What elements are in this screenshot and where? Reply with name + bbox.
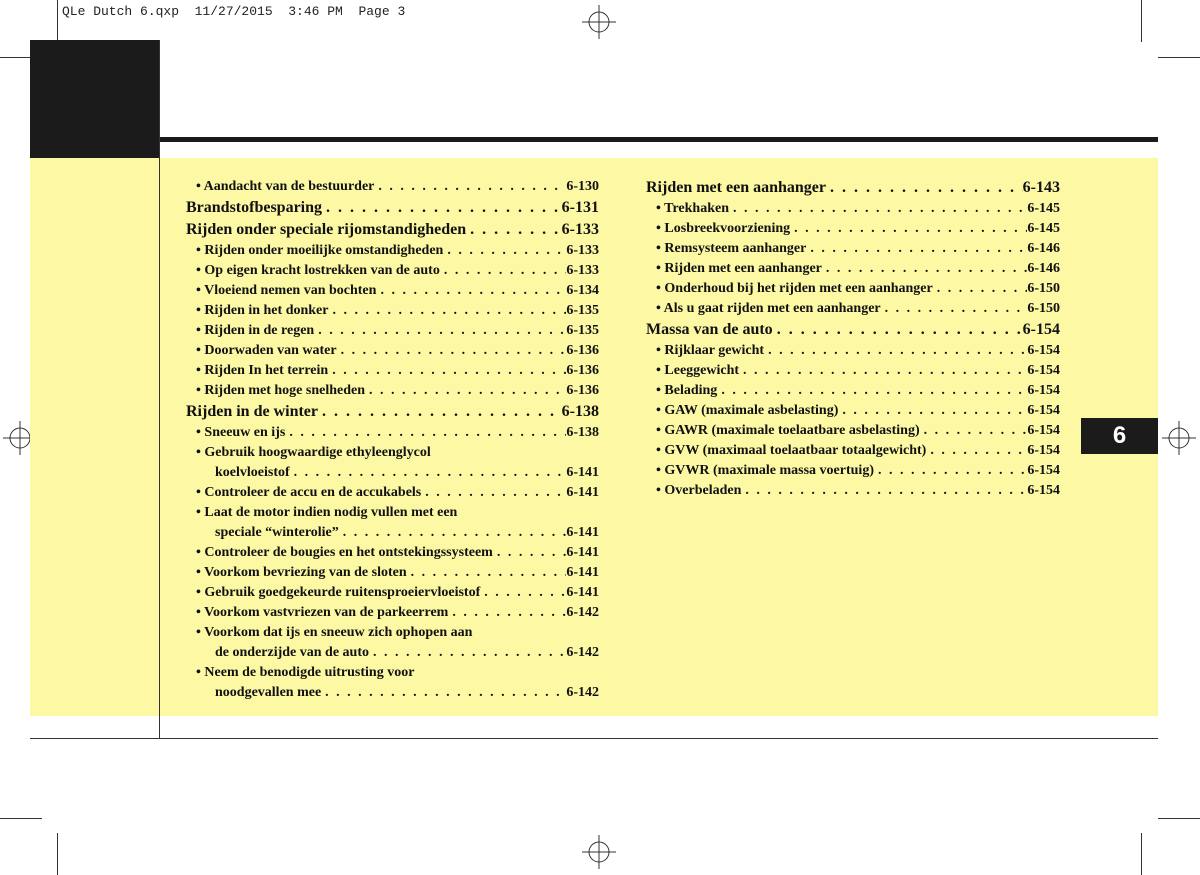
toc-entry-title: Rijden met een aanhanger: [646, 179, 826, 196]
toc-page-number: 6-146: [1027, 261, 1060, 276]
margin-rule: [159, 40, 160, 738]
toc-entry-title: de onderzijde van de auto: [215, 645, 369, 660]
toc-entry[interactable]: [186, 241, 599, 261]
toc-entry[interactable]: [646, 361, 1060, 381]
toc-entry-title: • Trekhaken: [656, 201, 729, 216]
dot-leader: [838, 401, 1027, 421]
toc-entry[interactable]: [646, 279, 1060, 299]
toc-page-number: 6-136: [566, 363, 599, 378]
toc-entry[interactable]: [186, 483, 599, 503]
toc-entry[interactable]: [646, 441, 1060, 461]
toc-entry-title: koelvloeistof: [215, 465, 290, 480]
toc-page-number: 6-141: [566, 485, 599, 500]
toc-entry-title: • Aandacht van de bestuurder: [196, 179, 375, 194]
toc-page-number: 6-141: [566, 565, 599, 580]
dot-leader: [933, 279, 1028, 299]
toc-section-entry[interactable]: [186, 401, 599, 423]
dot-leader: [739, 361, 1027, 381]
toc-entry[interactable]: [186, 361, 599, 381]
toc-page-number: 6-141: [566, 585, 599, 600]
toc-entry[interactable]: [646, 259, 1060, 279]
toc-entry-title: Brandstofbesparing: [186, 199, 323, 216]
toc-page-number: 6-154: [1022, 321, 1060, 338]
toc-page-number: 6-143: [1022, 179, 1060, 196]
toc-entry-line: • Gebruik hoogwaardige ethyleenglycol: [196, 445, 431, 460]
dot-leader: [920, 421, 1028, 441]
toc-page-number: 6-154: [1027, 463, 1060, 478]
toc-page-number: 6-142: [566, 605, 599, 620]
crop-mark: [57, 0, 58, 42]
print-slug: QLe Dutch 6.qxp 11/27/2015 3:46 PM Page 3: [62, 4, 406, 19]
chapter-tab[interactable]: 6: [1081, 418, 1158, 454]
registration-mark-icon: [1162, 421, 1196, 455]
toc-entry-line: • Laat de motor indien nodig vullen met een: [196, 505, 458, 520]
toc-entry-title: • Onderhoud bij het rijden met een aanhanger: [656, 281, 933, 296]
toc-page-number: 6-145: [1027, 221, 1060, 236]
toc-page-number: 6-154: [1027, 343, 1060, 358]
dot-leader: [448, 603, 566, 623]
toc-entry-title: noodgevallen mee: [215, 685, 322, 700]
toc-entry-title: • Voorkom vastvriezen van de parkeerrem: [196, 605, 449, 620]
toc-page-number: 6-136: [566, 343, 599, 358]
toc-entry-title: speciale “winterolie”: [215, 525, 339, 540]
crop-mark: [1158, 57, 1200, 58]
toc-page-number: 6-133: [566, 263, 599, 278]
toc-page-number: 6-154: [1027, 403, 1060, 418]
toc-page-number: 6-150: [1027, 281, 1060, 296]
dot-leader: [314, 321, 566, 341]
toc-entry[interactable]: [646, 381, 1060, 401]
toc-entry[interactable]: [186, 261, 599, 281]
toc-page-number: 6-154: [1027, 423, 1060, 438]
toc-entry-title: • GVW (maximaal toelaatbaar totaalgewicht): [656, 443, 927, 458]
dot-leader: [881, 299, 1028, 319]
toc-entry-title: • Vloeiend nemen van bochten: [196, 283, 377, 298]
toc-entry-title: • Gebruik goedgekeurde ruitensproeiervloeistof: [196, 585, 481, 600]
toc-entry-title: • Als u gaat rijden met een aanhanger: [656, 301, 881, 316]
dot-leader: [328, 301, 566, 321]
toc-entry-title: • Controleer de accu en de accukabels: [196, 485, 422, 500]
toc-entry[interactable]: [186, 463, 599, 483]
toc-entry[interactable]: [186, 523, 599, 543]
toc-entry-title: • Leeggewicht: [656, 363, 740, 378]
toc-entry[interactable]: [186, 321, 599, 341]
dot-leader: [790, 219, 1027, 239]
toc-entry-title: • Voorkom bevriezing van de sloten: [196, 565, 407, 580]
toc-page-number: 6-135: [566, 303, 599, 318]
toc-entry-title: • Rijden In het terrein: [196, 363, 329, 378]
dot-leader: [874, 461, 1027, 481]
toc-entry-title: • Rijklaar gewicht: [656, 343, 765, 358]
dot-leader: [337, 341, 567, 361]
toc-entry-title: • Overbeladen: [656, 483, 742, 498]
toc-entry-title: • Losbreekvoorziening: [656, 221, 791, 236]
dot-leader: [328, 361, 566, 381]
toc-page-number: 6-154: [1027, 483, 1060, 498]
toc-entry[interactable]: [646, 219, 1060, 239]
toc-page-number: 6-142: [566, 645, 599, 660]
toc-right-column: [646, 177, 1060, 501]
dot-leader: [285, 423, 566, 443]
toc-entry-title: • Rijden onder moeilijke omstandigheden: [196, 243, 444, 258]
toc-entry-title: • Rijden met hoge snelheden: [196, 383, 366, 398]
dot-leader: [440, 261, 567, 281]
dot-leader: [374, 177, 566, 197]
toc-page-number: 6-141: [566, 465, 599, 480]
toc-page-number: 6-142: [566, 685, 599, 700]
toc-entry-title: Rijden in de winter: [186, 403, 318, 420]
toc-entry[interactable]: [186, 683, 599, 703]
toc-entry-title: • Belading: [656, 383, 718, 398]
toc-entry-title: • Op eigen kracht lostrekken van de auto: [196, 263, 440, 278]
toc-page-number: 6-141: [566, 525, 599, 540]
toc-entry[interactable]: [186, 603, 599, 623]
toc-entry-title: • GAWR (maximale toelaatbare asbelasting): [656, 423, 920, 438]
toc-entry[interactable]: [186, 177, 599, 197]
registration-mark-icon: [582, 835, 616, 869]
toc-page-number: 6-150: [1027, 301, 1060, 316]
dot-leader: [466, 219, 562, 241]
header-rule: [160, 137, 1158, 142]
toc-entry[interactable]: [646, 199, 1060, 219]
toc-section-entry[interactable]: [186, 197, 599, 219]
dot-leader: [369, 643, 566, 663]
toc-page-number: 6-154: [1027, 363, 1060, 378]
toc-entry[interactable]: [186, 583, 599, 603]
dot-leader: [741, 481, 1027, 501]
header-block: [30, 40, 160, 158]
dot-leader: [806, 239, 1027, 259]
registration-mark-icon: [582, 5, 616, 39]
toc-page-number: 6-138: [566, 425, 599, 440]
toc-entry-title: • Controleer de bougies en het ontstekingssysteem: [196, 545, 493, 560]
toc-page-number: 6-145: [1027, 201, 1060, 216]
toc-page-number: 6-133: [566, 243, 599, 258]
toc-page-number: 6-134: [566, 283, 599, 298]
dot-leader: [443, 241, 566, 261]
toc-entry-line: • Voorkom dat ijs en sneeuw zich ophopen aan: [196, 625, 473, 640]
toc-page-number: 6-154: [1027, 383, 1060, 398]
footer-rule: [30, 738, 1158, 739]
toc-page-number: 6-131: [561, 199, 599, 216]
dot-leader: [826, 177, 1023, 199]
toc-entry[interactable]: [186, 381, 599, 401]
toc-entry-title: • GVWR (maximale massa voertuig): [656, 463, 874, 478]
toc-entry[interactable]: [646, 299, 1060, 319]
toc-left-column: [186, 177, 599, 703]
toc-section-entry[interactable]: [186, 219, 599, 241]
toc-entry-title: Rijden onder speciale rijomstandigheden: [186, 221, 467, 238]
dot-leader: [480, 583, 566, 603]
toc-entry-title: • Rijden in de regen: [196, 323, 315, 338]
toc-entry-title: • Remsysteem aanhanger: [656, 241, 807, 256]
toc-entry[interactable]: [186, 423, 599, 443]
toc-entry[interactable]: [646, 239, 1060, 259]
dot-leader: [773, 319, 1023, 341]
dot-leader: [407, 563, 567, 583]
toc-page-number: 6-141: [566, 545, 599, 560]
toc-entry[interactable]: [646, 481, 1060, 501]
dot-leader: [321, 683, 566, 703]
toc-entry[interactable]: [186, 341, 599, 361]
dot-leader: [421, 483, 566, 503]
toc-page-number: 6-154: [1027, 443, 1060, 458]
toc-entry[interactable]: [646, 401, 1060, 421]
toc-entry[interactable]: [646, 461, 1060, 481]
dot-leader: [339, 523, 567, 543]
crop-mark: [0, 818, 42, 819]
crop-mark: [57, 833, 58, 875]
toc-page-number: 6-133: [561, 221, 599, 238]
toc-page-number: 6-136: [566, 383, 599, 398]
dot-leader: [318, 401, 562, 423]
toc-entry[interactable]: [186, 281, 599, 301]
dot-leader: [376, 281, 566, 301]
toc-entry[interactable]: [186, 563, 599, 583]
toc-entry[interactable]: [646, 421, 1060, 441]
dot-leader: [717, 381, 1027, 401]
toc-entry[interactable]: [186, 543, 599, 563]
dot-leader: [493, 543, 567, 563]
toc-entry-title: Massa van de auto: [646, 321, 773, 338]
toc-entry-title: • Doorwaden van water: [196, 343, 337, 358]
crop-mark: [1141, 0, 1142, 42]
toc-section-entry[interactable]: [646, 319, 1060, 341]
dot-leader: [926, 441, 1027, 461]
dot-leader: [729, 199, 1027, 219]
toc-page-number: 6-146: [1027, 241, 1060, 256]
toc-entry-title: • Sneeuw en ijs: [196, 425, 286, 440]
crop-mark: [1158, 818, 1200, 819]
dot-leader: [322, 197, 562, 219]
toc-section-entry[interactable]: [646, 177, 1060, 199]
crop-mark: [1141, 833, 1142, 875]
toc-entry[interactable]: [186, 301, 599, 321]
toc-page-number: 6-130: [566, 179, 599, 194]
toc-entry-title: • Rijden in het donker: [196, 303, 329, 318]
toc-entry[interactable]: [646, 341, 1060, 361]
dot-leader: [822, 259, 1027, 279]
toc-entry-title: • Rijden met een aanhanger: [656, 261, 822, 276]
toc-entry-line: • Neem de benodigde uitrusting voor: [196, 665, 415, 680]
toc-entry[interactable]: [186, 643, 599, 663]
dot-leader: [365, 381, 566, 401]
toc-page-number: 6-135: [566, 323, 599, 338]
dot-leader: [764, 341, 1027, 361]
toc-page-number: 6-138: [561, 403, 599, 420]
dot-leader: [290, 463, 567, 483]
toc-entry-title: • GAW (maximale asbelasting): [656, 403, 839, 418]
